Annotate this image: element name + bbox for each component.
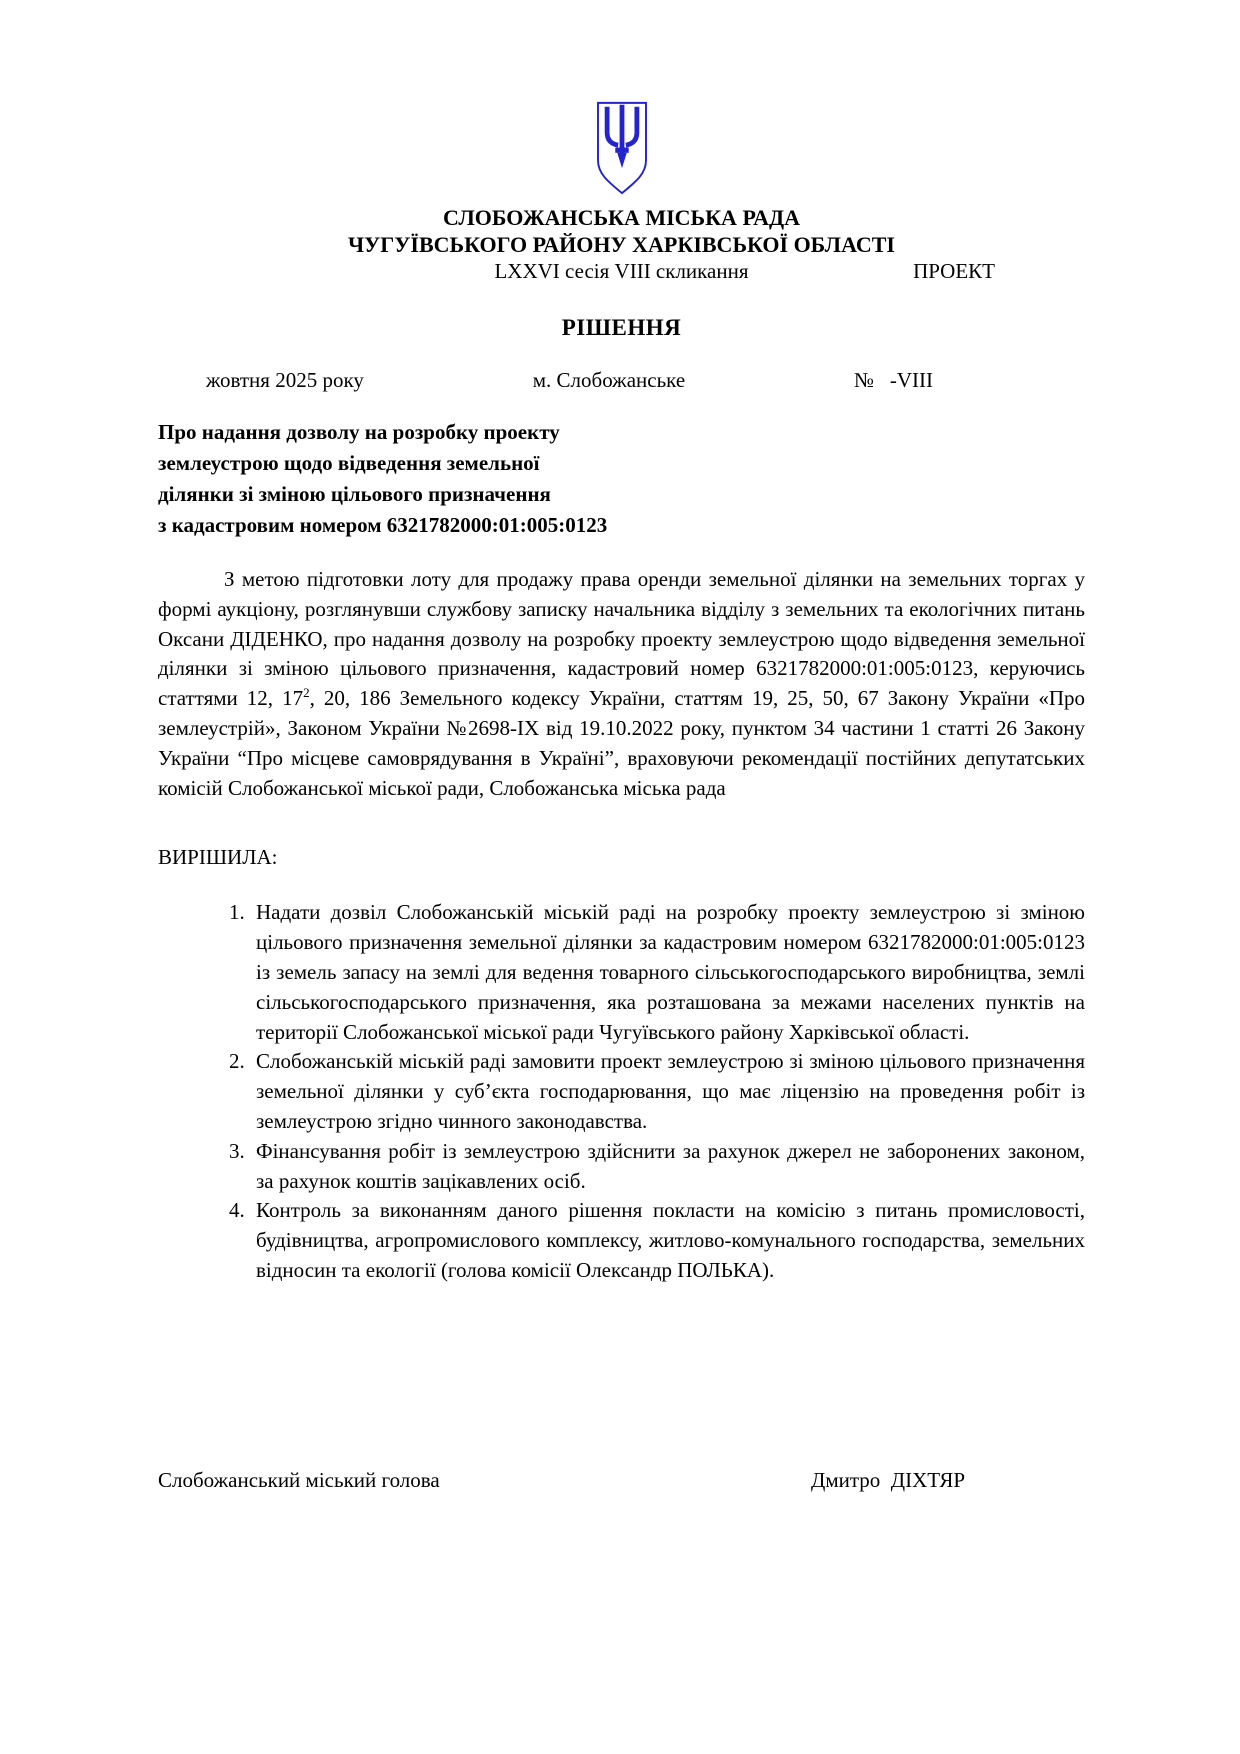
signature-row (158, 1466, 1085, 1495)
subject-line-4: з кадастровим номером 6321782000:01:005:0123 (158, 513, 608, 537)
subject-block (158, 417, 1085, 541)
session-label: LXXVI сесія VIII скликання (494, 259, 749, 283)
session-row (158, 258, 1085, 285)
trident-icon (593, 100, 651, 196)
resolution-item-2: 2. Слобожанській міській раді замовити проект землеустрою зі зміною цільового призначення земельної ділянки у суб’єкта господарювання, що має ліцензію на проведення робіт із землеустрою згідно чинного законодавства. (250, 1047, 1085, 1136)
date-text: жовтня 2025 року (206, 368, 364, 392)
resolution-list (158, 898, 1085, 1285)
preamble-text: З метою підготовки лоту для продажу права оренди земельної ділянки на земельних торгах у формі аукціону, розглянувши службову записку начальника відділу з земельних та екологічних питань Оксани ДІДЕНКО, про надання дозволу на розробку проекту землеустрою щодо відведення земельної ділянки зі зміною цільового призначення, кадастровий номер 6321782000:01:005:0123, керуючись статтями 12, 17 (158, 567, 1085, 711)
resolution-item-4: 4. Контроль за виконанням даного рішення покласти на комісію з питань промисловості, будівництва, агропромислового комплексу, житлово-комунального господарства, земельних відносин та екології (голова комісії Олександр ПОЛЬКА). (250, 1196, 1085, 1285)
org-name-line1: СЛОБОЖАНСЬКА МІСЬКА РАДА (443, 205, 800, 230)
decision-number: № -VIII (854, 368, 933, 392)
resolution-item-1: 1. Надати дозвіл Слобожанській міській раді на розробку проекту землеустрою зі зміною цільового призначення земельної ділянки за кадастровим номером 6321782000:01:005:0123 із земель запасу на землі для ведення товарного сільськогосподарського виробництва, землі сільськогосподарського призначення, яка розташована за межами населених пунктів на території Слобожанської міської ради Чугуївського району Харківської області. (250, 898, 1085, 1047)
org-name-line2: ЧУГУЇВСЬКОГО РАЙОНУ ХАРКІВСЬКОЇ ОБЛАСТІ (347, 232, 895, 257)
subject-line-3: ділянки зі зміною цільового призначення (158, 482, 551, 506)
preamble-text-continued: , 20, 186 Земельного кодексу України, статтям 19, 25, 50, 67 Закону України «Про землеустрій», Законом України №2698-IX від 19.10.2022 року, пунктом 34 частини 1 статті 26 Закону України “Про місцеве самоврядування в Україні”, враховуючи рекомендації постійних депутатських комісій Слобожанської міської ради, Слобожанська міська рада (158, 686, 1086, 800)
document-type-title: РІШЕННЯ (561, 315, 682, 340)
resolved-label: ВИРІШИЛА: (158, 845, 278, 870)
preamble-paragraph (158, 565, 1085, 803)
draft-label: ПРОЕКТ (913, 259, 995, 283)
date-row (158, 366, 1085, 395)
subject-line-2: землеустрою щодо відведення земельної (158, 451, 540, 475)
resolution-item-3: 3. Фінансування робіт із землеустрою здійснити за рахунок джерел не заборонених законом, за рахунок коштів зацікавлених осіб. (250, 1137, 1085, 1197)
place-text: м. Слобожанське (532, 368, 686, 392)
superscript-2: 2 (303, 685, 310, 701)
signatory-name: Дмитро ДІХТЯР (811, 1467, 965, 1492)
signatory-position: Слобожанський міський голова (158, 1467, 440, 1492)
ukraine-coat-of-arms (593, 100, 651, 196)
subject-line-1: Про надання дозволу на розробку проекту (158, 420, 560, 444)
